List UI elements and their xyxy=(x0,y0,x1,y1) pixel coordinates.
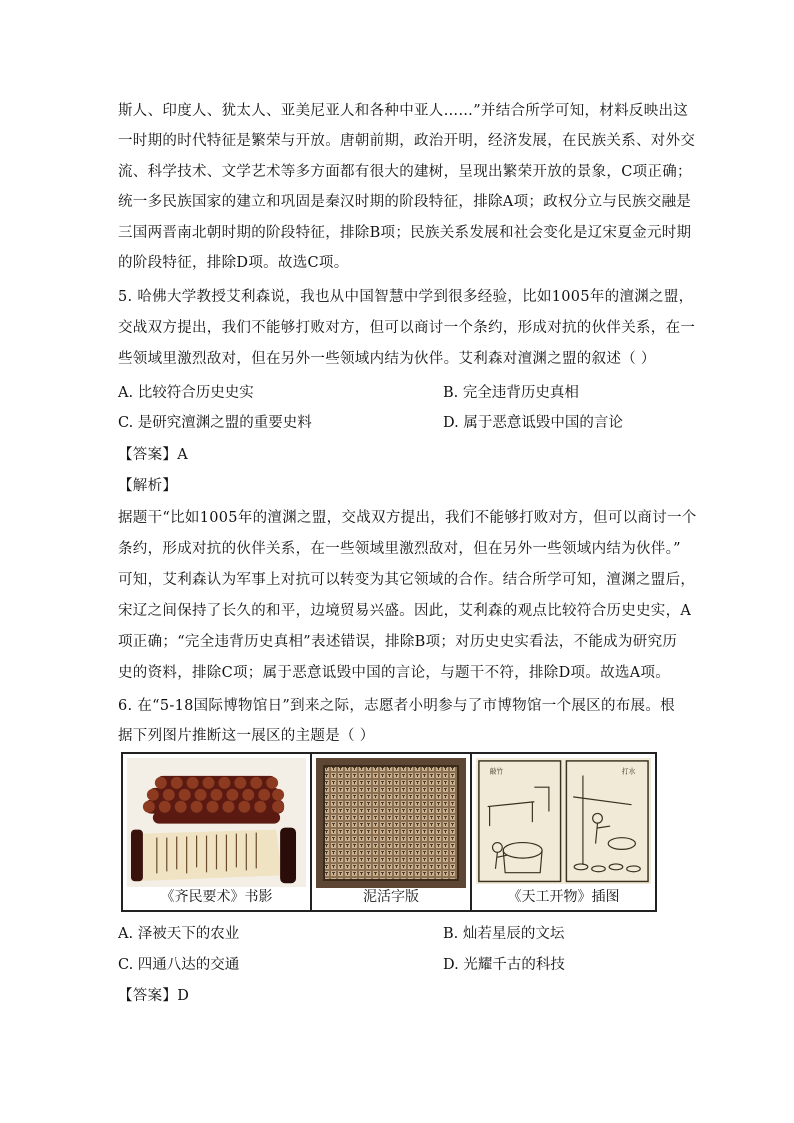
exhibit-figure xyxy=(121,752,657,912)
clay-type-image xyxy=(316,758,466,888)
q5-answer: 【答案】A xyxy=(118,447,188,463)
q5-option-a: A. 比较符合历史史实 xyxy=(118,385,254,401)
q5-analysis-line: 条约，形成对抗的伙伴关系，在一些领域里激烈敌对，但在另外一些领域内结为伙伴。” xyxy=(118,541,681,557)
q5-stem-line: 交战双方提出，我们不能够打败对方，但可以商讨一个条约，形成对抗的伙伴关系，在一 xyxy=(118,320,696,336)
q5-option-d: D. 属于恶意诋毁中国的言论 xyxy=(443,415,623,431)
scroll-bundle-image xyxy=(127,758,306,887)
illustration-label: 打水 xyxy=(621,767,636,776)
woodcut-illustration xyxy=(476,758,651,884)
figure-caption: 泥活字版 xyxy=(363,889,419,905)
q5-analysis-line: 宋辽之间保持了长久的和平，边境贸易兴盛。因此，艾利森的观点比较符合历史史实，A xyxy=(118,603,692,619)
paragraph-line: 统一多民族国家的建立和巩固是秦汉时期的阶段特征，排除A项；政权分立与民族交融是 xyxy=(118,194,692,210)
paragraph-line: 三国两晋南北朝时期的阶段特征，排除B项；民族关系发展和社会变化是辽宋夏金元时期 xyxy=(118,225,692,241)
q5-analysis-title: 【解析】 xyxy=(118,478,178,494)
q6-stem-line: 据下列图片推断这一展区的主题是（ ） xyxy=(118,728,375,744)
qimin-yaoshu-panel xyxy=(123,754,312,910)
paragraph-line: 流、科学技术、文学艺术等多方面都有很大的建树，呈现出繁荣开放的景象，C项正确； xyxy=(118,164,692,180)
paragraph-line: 斯人、印度人、犹太人、亚美尼亚人和各种中亚人……”并结合所学可知，材料反映出这 xyxy=(118,103,689,119)
q5-analysis-line: 史的资料，排除C项；属于恶意诋毁中国的言论，与题干不符，排除D项。故选A项。 xyxy=(118,665,671,681)
figure-caption: 《天工开物》插图 xyxy=(507,889,620,905)
q6-answer: 【答案】D xyxy=(118,988,190,1004)
q6-option-a: A. 泽被天下的农业 xyxy=(118,926,240,942)
paragraph-line: 一时期的时代特征是繁荣与开放。唐朝前期，政治开明，经济发展，在民族关系、对外交 xyxy=(118,133,696,149)
paragraph-line: 的阶段特征，排除D项。故选C项。 xyxy=(118,255,349,271)
q5-option-b: B. 完全违背历史真相 xyxy=(443,385,579,401)
clay-type-panel xyxy=(312,754,472,910)
q5-option-c: C. 是研究澶渊之盟的重要史料 xyxy=(118,415,312,431)
figure-caption: 《齐民要术》书影 xyxy=(160,889,273,905)
q6-option-d: D. 光耀千古的科技 xyxy=(443,957,565,973)
illustration-label: 敲竹 xyxy=(489,767,504,776)
q6-option-c: C. 四通八达的交通 xyxy=(118,957,240,973)
q6-stem-line: 6. 在“5-18国际博物馆日”到来之际，志愿者小明参与了市博物馆一个展区的布展。根 xyxy=(118,698,675,714)
q5-analysis-line: 可知，艾利森认为军事上对抗可以转变为其它领域的合作。结合所学可知，澶渊之盟后， xyxy=(118,572,696,588)
q5-stem-line: 5. 哈佛大学教授艾利森说，我也从中国智慧中学到很多经验，比如1005年的澶渊之盟， xyxy=(118,289,694,305)
tiangong-kaiwu-panel xyxy=(472,754,655,910)
q5-analysis-line: 据题干“比如1005年的澶渊之盟，交战双方提出，我们不能够打败对方，但可以商讨一个 xyxy=(118,510,697,526)
q6-option-b: B. 灿若星辰的文坛 xyxy=(443,926,565,942)
q5-analysis-line: 项正确；“完全违背历史真相”表述错误，排除B项；对历史史实看法，不能成为研究历 xyxy=(118,634,678,650)
q5-stem-line: 些领域里激烈敌对，但在另外一些领域内结为伙伴。艾利森对澶渊之盟的叙述（ ） xyxy=(118,351,656,367)
